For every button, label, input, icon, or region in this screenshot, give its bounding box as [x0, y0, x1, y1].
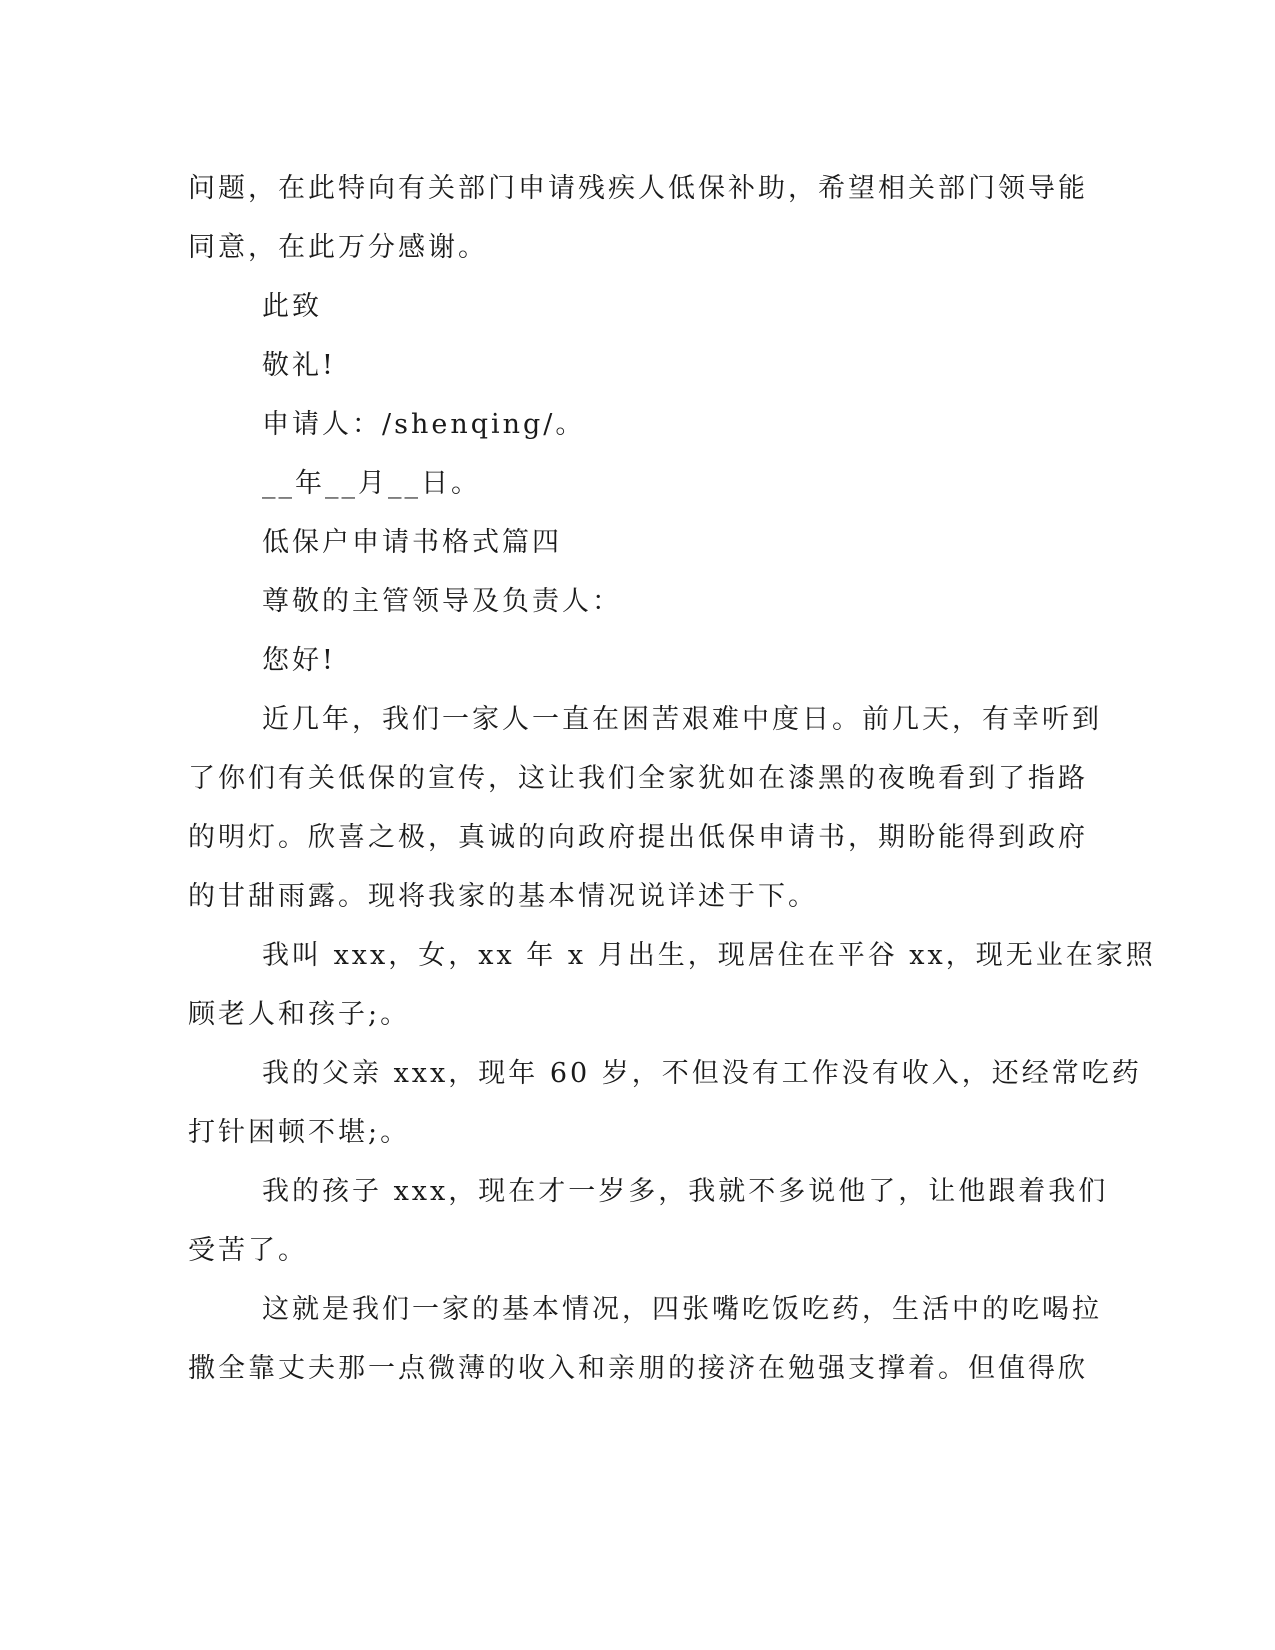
text-line-agree: 同意，在此万分感谢。	[188, 232, 488, 263]
paragraph-intro-line-3: 的明灯。欣喜之极，真诚的向政府提出低保申请书，期盼能得到政府	[188, 822, 1088, 853]
section-heading: 低保户申请书格式篇四	[262, 527, 562, 558]
paragraph-child-line-2: 受苦了。	[188, 1235, 308, 1266]
text-line-problem: 问题，在此特向有关部门申请残疾人低保补助，希望相关部门领导能	[188, 173, 1088, 204]
greeting-recipient: 尊敬的主管领导及负责人：	[262, 586, 622, 617]
paragraph-summary-line-1: 这就是我们一家的基本情况，四张嘴吃饭吃药，生活中的吃喝拉	[262, 1294, 1102, 1325]
closing-respect: 敬礼!	[262, 350, 336, 381]
paragraph-father-line-1: 我的父亲 xxx，现年 60 岁，不但没有工作没有收入，还经常吃药	[262, 1058, 1142, 1089]
applicant-signature: 申请人：/shenqing/。	[262, 409, 586, 440]
paragraph-self-line-1: 我叫 xxx，女，xx 年 x 月出生，现居住在平谷 xx，现无业在家照	[262, 940, 1156, 971]
paragraph-summary-line-2: 撒全靠丈夫那一点微薄的收入和亲朋的接济在勉强支撑着。但值得欣	[188, 1353, 1088, 1384]
paragraph-child-line-1: 我的孩子 xxx，现在才一岁多，我就不多说他了，让他跟着我们	[262, 1176, 1109, 1207]
closing-salutation: 此致	[262, 291, 322, 322]
paragraph-intro-line-2: 了你们有关低保的宣传，这让我们全家犹如在漆黑的夜晚看到了指路	[188, 763, 1088, 794]
paragraph-intro-line-1: 近几年，我们一家人一直在困苦艰难中度日。前几天，有幸听到	[262, 704, 1102, 735]
paragraph-intro-line-4: 的甘甜雨露。现将我家的基本情况说详述于下。	[188, 881, 818, 912]
date-line: __年__月__日。	[262, 468, 481, 499]
paragraph-father-line-2: 打针困顿不堪;。	[188, 1117, 411, 1148]
paragraph-self-line-2: 顾老人和孩子;。	[188, 999, 411, 1030]
greeting-hello: 您好!	[262, 645, 336, 676]
